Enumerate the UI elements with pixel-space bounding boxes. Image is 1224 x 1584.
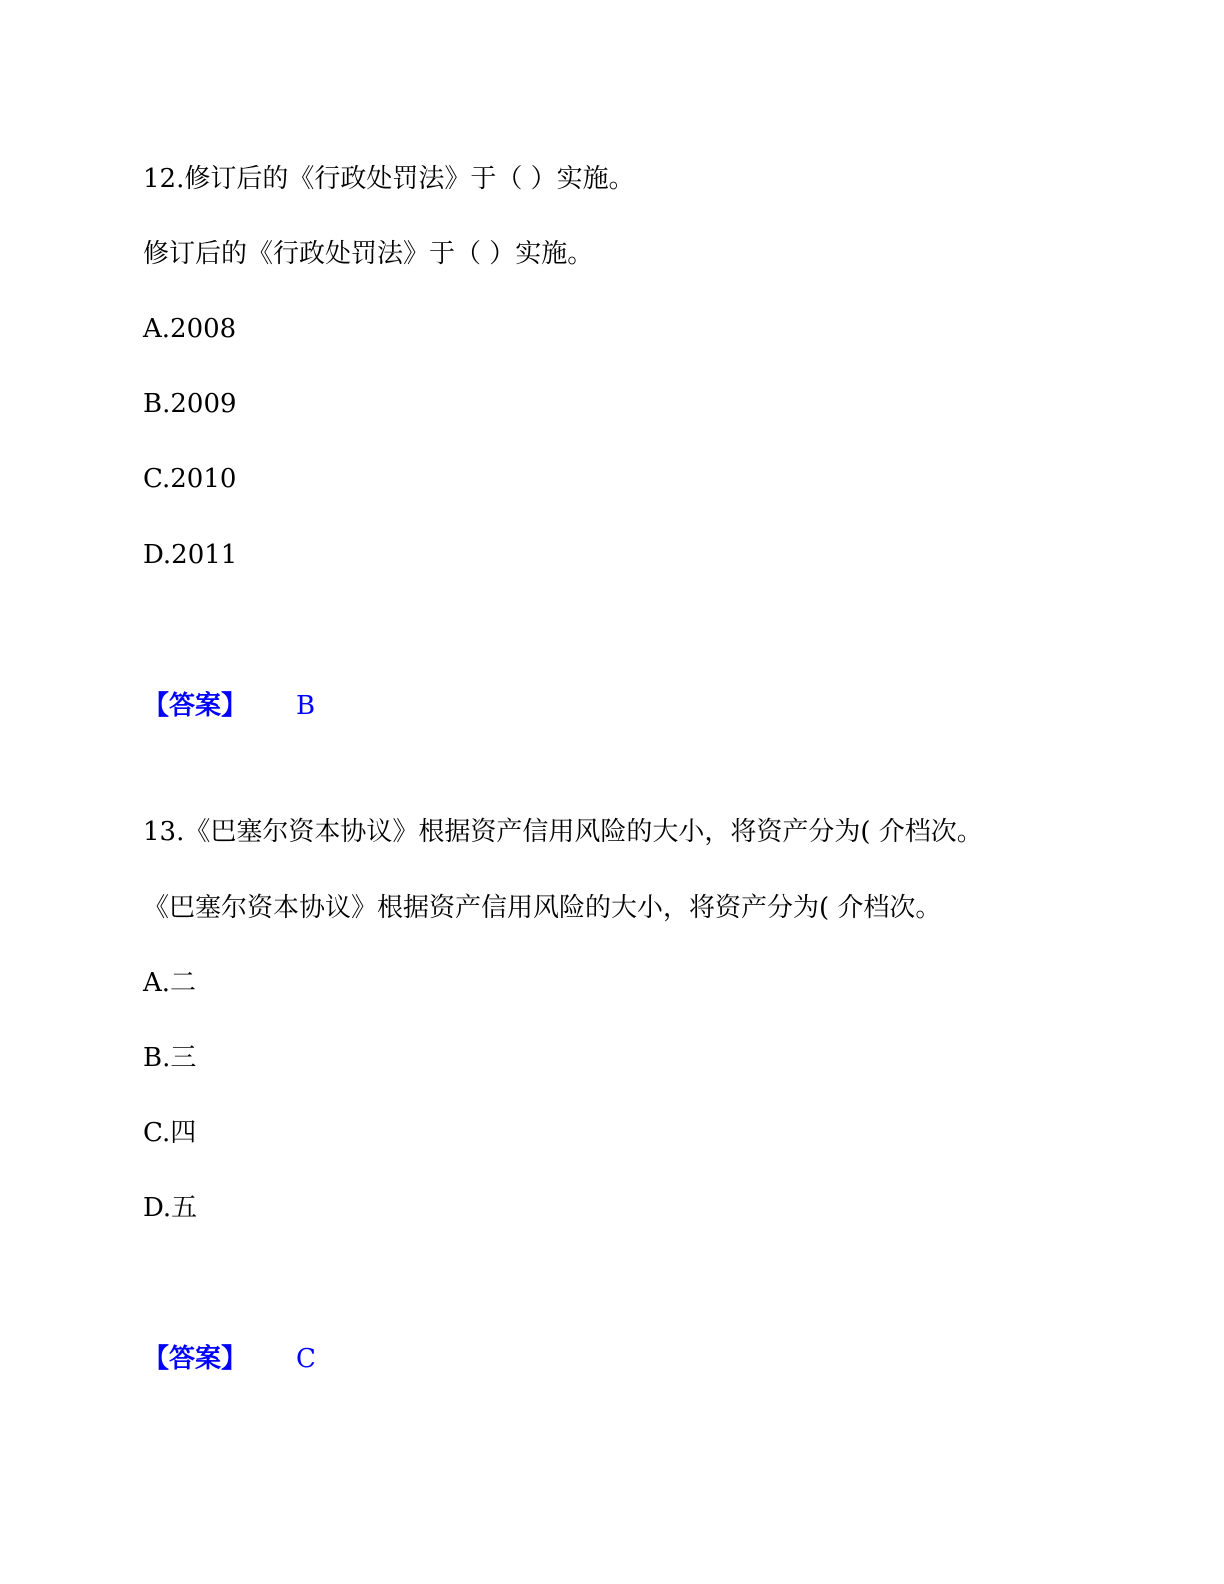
answer-label: 【答案】 — [143, 691, 248, 721]
answer-value: C — [296, 1344, 316, 1374]
option-c: C.2010 — [143, 464, 237, 494]
question-stem: 修订后的《行政处罚法》于（ ）实施。 — [143, 239, 594, 269]
question-heading: 13.《巴塞尔资本协议》根据资产信用风险的大小，将资产分为( 介档次。 — [143, 817, 983, 847]
question-stem: 《巴塞尔资本协议》根据资产信用风险的大小，将资产分为( 介档次。 — [143, 893, 942, 923]
answer-value: B — [296, 691, 316, 721]
answer-label: 【答案】 — [143, 1344, 248, 1374]
option-a: A.2008 — [143, 314, 237, 344]
option-d: D.2011 — [143, 540, 238, 570]
option-d: D.五 — [143, 1193, 198, 1223]
option-c: C.四 — [143, 1118, 197, 1148]
option-b: B.2009 — [143, 389, 237, 419]
option-a: A.二 — [143, 968, 197, 998]
option-b: B.三 — [143, 1043, 197, 1073]
question-heading: 12.修订后的《行政处罚法》于（ ）实施。 — [143, 164, 635, 194]
